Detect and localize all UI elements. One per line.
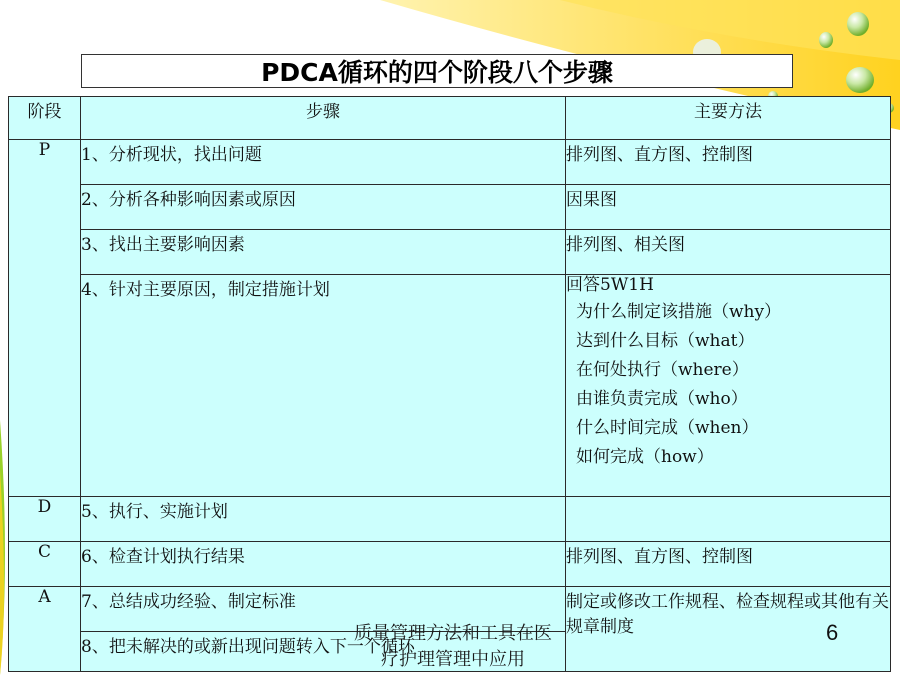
method-item: 为什么制定该措施（why） bbox=[576, 302, 782, 322]
stage-cell: A bbox=[9, 587, 81, 672]
stage-cell: P bbox=[9, 140, 81, 497]
step-cell: 6、检查计划执行结果 bbox=[81, 542, 566, 587]
step-cell: 1、分析现状，找出问题 bbox=[81, 140, 566, 185]
method-cell bbox=[566, 497, 891, 542]
method-cell: 排列图、直方图、控制图 bbox=[566, 542, 891, 587]
water-drop-icon bbox=[819, 32, 833, 48]
header-step: 步骤 bbox=[81, 97, 566, 140]
table-row bbox=[9, 275, 891, 497]
header-method: 主要方法 bbox=[566, 97, 891, 140]
water-drop-icon bbox=[847, 12, 869, 36]
table-row bbox=[9, 140, 891, 185]
method-item: 什么时间完成（when） bbox=[576, 418, 759, 438]
header-stage: 阶段 bbox=[9, 97, 81, 140]
method-item: 如何完成（how） bbox=[576, 447, 714, 467]
method-lead: 回答5W1H bbox=[566, 275, 654, 295]
step-cell: 3、找出主要影响因素 bbox=[81, 230, 566, 275]
table-row bbox=[9, 230, 891, 275]
table-row bbox=[9, 185, 891, 230]
method-cell: 排列图、直方图、控制图 bbox=[566, 140, 891, 185]
step-cell: 2、分析各种影响因素或原因 bbox=[81, 185, 566, 230]
step-cell: 5、执行、实施计划 bbox=[81, 497, 566, 542]
step-cell: 4、针对主要原因，制定措施计划 bbox=[81, 275, 566, 497]
table-header-row bbox=[9, 97, 891, 140]
footer-line-1: 质量管理方法和工具在医 bbox=[354, 623, 552, 644]
slide-title: PDCA循环的四个阶段八个步骤 bbox=[81, 54, 793, 88]
stage-cell: D bbox=[9, 497, 81, 542]
method-item: 由谁负责完成（who） bbox=[576, 389, 748, 409]
step-cell: 7、总结成功经验、制定标准 bbox=[81, 587, 566, 632]
table-row bbox=[9, 542, 891, 587]
method-cell: 制定或修改工作规程、检查规程或其他有关规章制度 bbox=[566, 587, 891, 672]
pdca-table bbox=[8, 96, 891, 672]
table-row bbox=[9, 497, 891, 542]
stage-cell: C bbox=[9, 542, 81, 587]
page-number: 6 bbox=[826, 620, 839, 645]
method-cell-5w1h bbox=[566, 275, 891, 497]
method-cell: 因果图 bbox=[566, 185, 891, 230]
slide-footer bbox=[318, 621, 588, 673]
method-item: 达到什么目标（what） bbox=[576, 331, 755, 351]
method-item: 在何处执行（where） bbox=[576, 360, 749, 380]
water-drop-icon bbox=[846, 67, 874, 93]
footer-line-2: 疗护理管理中应用 bbox=[381, 649, 525, 670]
method-cell: 排列图、相关图 bbox=[566, 230, 891, 275]
step-cell: 8、把未解决的或新出现问题转入下一个循环 bbox=[81, 632, 566, 672]
